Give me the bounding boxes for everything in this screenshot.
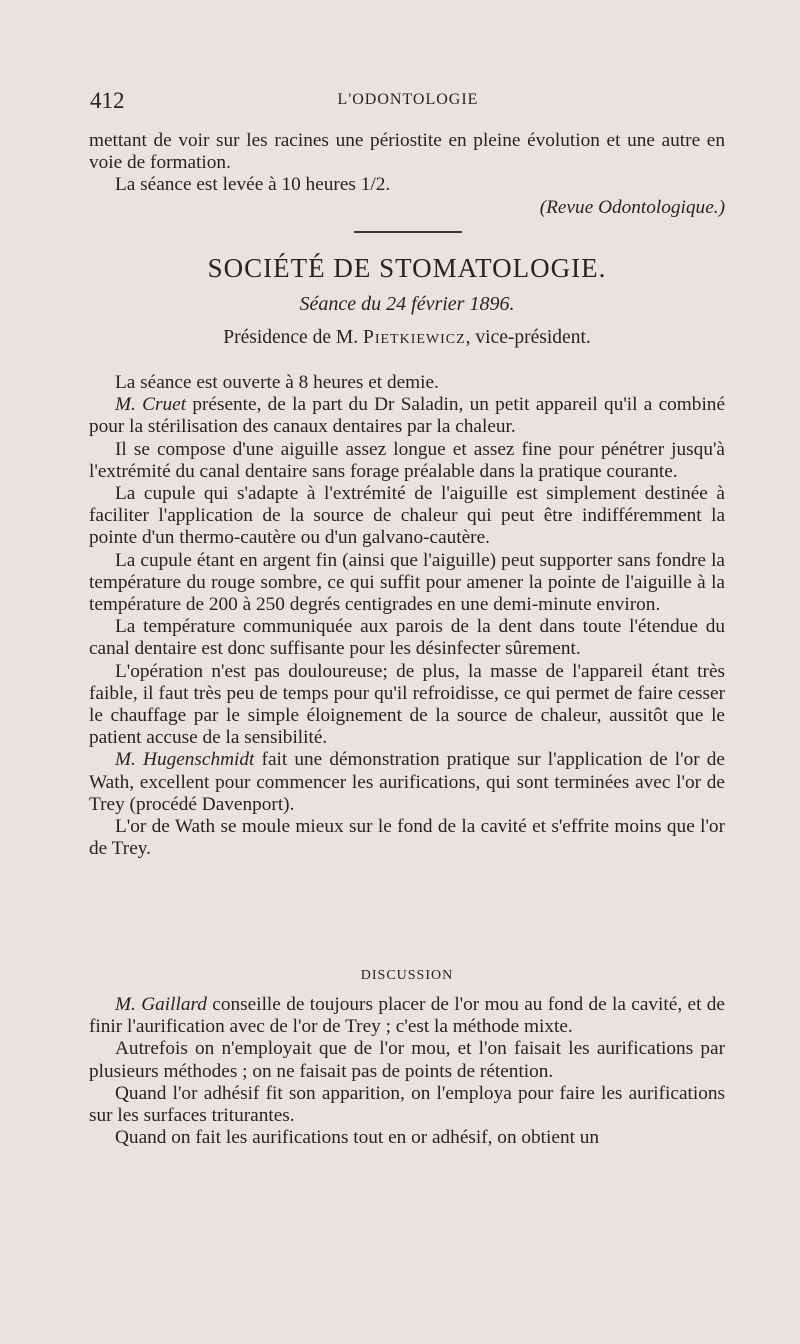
paragraph: M. Cruet présente, de la part du Dr Saladin, un petit appareil qu'il a combiné pour la stérilisation des canaux dentaires par la chaleur. [89, 394, 726, 438]
society-title: SOCIÉTÉ DE STOMATOLOGIE. [207, 253, 607, 283]
paragraph: L'opération n'est pas douloureuse; de plus, la masse de l'appareil étant très faible, il faut très peu de temps pour qu'il refroidisse, ce qui permet de faire cesser le chauffage par le simple éloignement de la source de chaleur, aussitôt que le patient accuse de la sensibilité. [89, 660, 725, 749]
source-citation: (Revue Odontologique.) [539, 196, 725, 218]
paragraph: La séance est ouverte à 8 heures et demie. [115, 372, 439, 393]
paragraph: M. Hugenschmidt fait une démonstration pratique sur l'application de l'or de Wath, excellent pour commencer les aurifications, qui sont terminées avec l'or de Trey (procédé Davenport). [89, 749, 725, 815]
paragraph: Quand l'or adhésif fit son apparition, on l'employa pour faire les aurifications sur les surfaces triturantes. [89, 1082, 725, 1127]
paragraph: La cupule qui s'adapte à l'extrémité de l'aiguille est simplement destinée à faciliter l'application de la source de chaleur qui peut être indifféremment la pointe d'un thermo-cautère ou d'un galvano-cautère. [89, 483, 725, 549]
speaker-name: M. Cruet [115, 394, 187, 416]
session-date: Séance du 24 février 1896. [299, 293, 515, 315]
paragraph-continuation: mettant de voir sur les racines une périostite en pleine évolution et une autre en voie de formation. [89, 130, 725, 174]
discussion-heading: DISCUSSION [360, 968, 454, 983]
paragraph: La cupule étant en argent fin (ainsi que l'aiguille) peut supporter sans fondre la température du rouge sombre, ce qui suffit pour amener la pointe de l'aiguille à la température de 200 à 250 degrés centigrades en une demi-minute environ. [89, 549, 725, 616]
paragraph-session-closed: La séance est levée à 10 heures 1/2. [115, 174, 391, 196]
running-title: L'ODONTOLOGIE [337, 91, 479, 108]
page-header [90, 88, 726, 118]
main-text-block [89, 372, 725, 860]
paragraph: L'or de Wath se moule mieux sur le fond de la cavité et s'effrite moins que l'or de Trey. [89, 816, 725, 860]
president-name: Pietkiewicz [362, 327, 466, 348]
paragraph: Il se compose d'une aiguille assez longue et assez fine pour pénétrer jusqu'à l'extrémité du canal dentaire sans forage préalable dans la pratique courante. [89, 438, 725, 482]
speaker-name: M. Hugenschmidt [115, 749, 255, 771]
page-number: 412 [90, 88, 125, 113]
speaker-name: M. Gaillard [115, 994, 207, 1015]
paragraph: La température communiquée aux parois de la dent dans toute l'étendue du canal dentaire est donc suffisante pour les désinfecter sûrement. [89, 616, 725, 660]
paragraph: Autrefois on n'employait que de l'or mou, et l'on faisait les aurifications par plusieurs méthodes ; on ne faisait pas de points de rétention. [89, 1038, 725, 1082]
presidency-line: Présidence de M. Pietkiewicz, vice-président. [223, 327, 591, 348]
top-text-block [89, 130, 725, 219]
discussion-text-block [89, 994, 725, 1149]
section-divider [354, 231, 462, 233]
paragraph: Quand on fait les aurifications tout en or adhésif, on obtient un [115, 1127, 600, 1149]
paragraph: M. Gaillard conseille de toujours placer de l'or mou au fond de la cavité, et de finir l'aurification avec de l'or de Trey ; c'est la méthode mixte. [89, 994, 725, 1038]
